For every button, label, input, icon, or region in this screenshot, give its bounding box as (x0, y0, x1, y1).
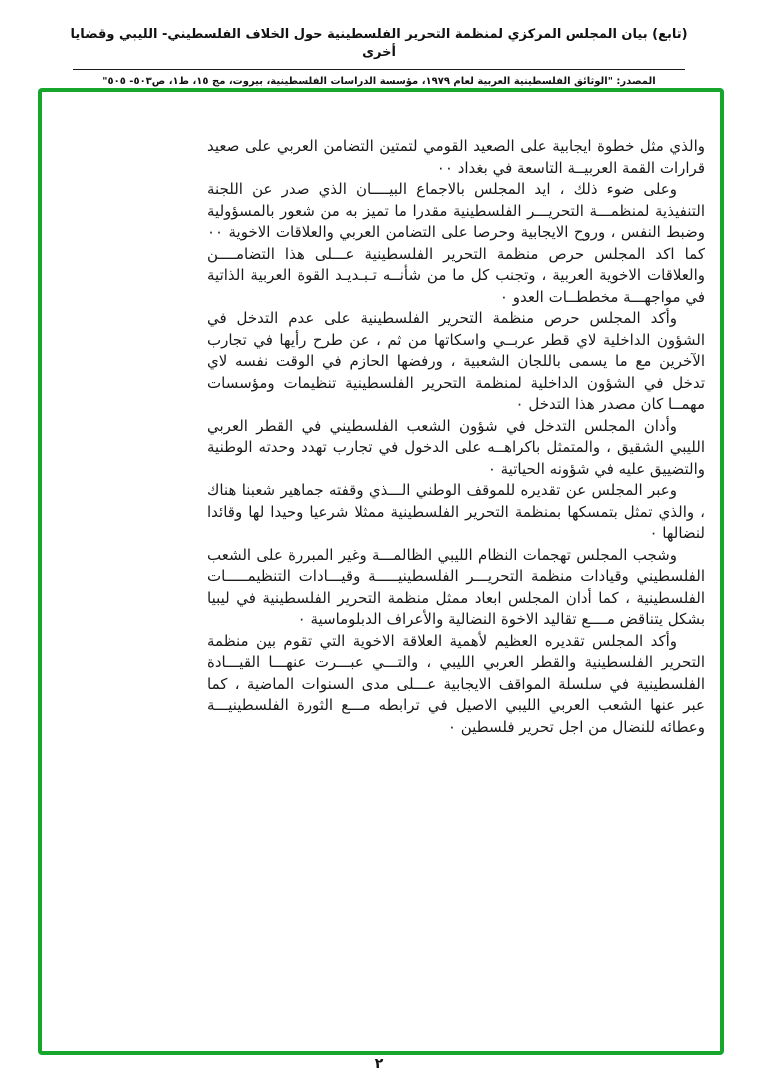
header-divider (73, 69, 685, 70)
page-number: ٢ (374, 1056, 384, 1072)
document-title: (تابع) بيان المجلس المركزي لمنظمة التحرير الفلسطينية حول الخلاف الفلسطيني- الليبي وقضايا أخرى (70, 27, 688, 60)
document-header (0, 0, 758, 89)
paragraph: وأكد المجلس حرص منظمة التحرير الفلسطينية على عدم التدخل في الشؤون الداخلية لاي قطر عربــي واسكاتها من ثم ، عن طرح رأيها في تجارب الآخرين مع ما يسمى باللجان الشعبية ، ورفضها الحازم في الوقت نفسه لاي تدخل في الشؤون الداخلية لمنظمة التحرير الفلسطينية تنظيمات ومؤسسات مهمــا كان مصدر هذا التدخل ٠ (207, 309, 705, 413)
paragraph: وعلى ضوء ذلك ، ايد المجلس بالاجماع البيــــان الذي صدر عن اللجنة التنفيذية لمنظمـــة التحريـــر الفلسطينية مقدرا ما تميز به من شعور بالمسؤولية وضبط النفس ، وروح الايجابية وحرصا على التضامن العربي والعلاقات الاخوية ٠٠ كما اكد المجلس حرص منظمة التحرير الفلسطينية عـــلى هذا التضامــــن والعلاقات الاخوية العربية ، وتجنب كل ما من شأنــه تـبـديـد القوة العربية الذاتية في مواجهـــة مخططــات العدو ٠ (207, 180, 705, 306)
paragraph: وعبر المجلس عن تقديره للموقف الوطني الـــذي وقفته جماهير شعبنا هناك ، والذي تمثل بتمسكها بمنظمة التحرير الفلسطينية ممثلا شرعيا وحيدا لها وقائدا لنضالها ٠ (207, 481, 705, 542)
source-line: المصدر: "الوثائق الفلسطينية العربية لعام ١٩٧٩، مؤسسة الدراسات الفلسطينية، بيروت، مج ١٥، ط١، ص٥٠٣- ٥٠٥" (102, 76, 656, 87)
body-text (207, 136, 705, 738)
paragraph: وأدان المجلس التدخل في شؤون الشعب الفلسطيني في القطر العربي الليبي الشقيق ، والمتمثل باكراهــه على الدخول في تجارب تهدد وحدته الوطنية والتضييق عليه في شؤونه الحياتية ٠ (207, 416, 705, 478)
paragraph: والذي مثل خطوة ايجابية على الصعيد القومي لتمتين التضامن العربي على صعيد قرارات القمة العربيــة التاسعة في بغداد ٠٠ (207, 137, 705, 177)
paragraph: وشجب المجلس تهجمات النظام الليبي الظالمـــة وغير المبررة على الشعب الفلسطيني وقيادات منظمة التحريـــر الفلسطينيـــــة وقيـــادات التنظيمـــــات الفلسطينية ، كما أدان المجلس ابعاد ممثل منظمة التحرير الفلسطينية في ليبيا بشكل يتناقض مــــع تقاليد الاخوة النضالية والأعراف الدبلوماسية ٠ (207, 545, 705, 628)
paragraph: وأكد المجلس تقديره العظيم لأهمية العلاقة الاخوية التي تقوم بين منظمة التحرير الفلسطينية والقطر العربي الليبي ، والتـــي عبـــرت عنهـــا القيـــادة الفلسطينية في سلسلة المواقف الايجابية عـــلى مدى السنوات الماضية ، كما عبر عنها الشعب العربي الليبي الاصيل في ترابطه مـــع الثورة الفلسطينيـــة وعطائه للنضال من اجل تحرير فلسطين ٠ (207, 631, 705, 736)
content-frame (38, 88, 724, 1055)
